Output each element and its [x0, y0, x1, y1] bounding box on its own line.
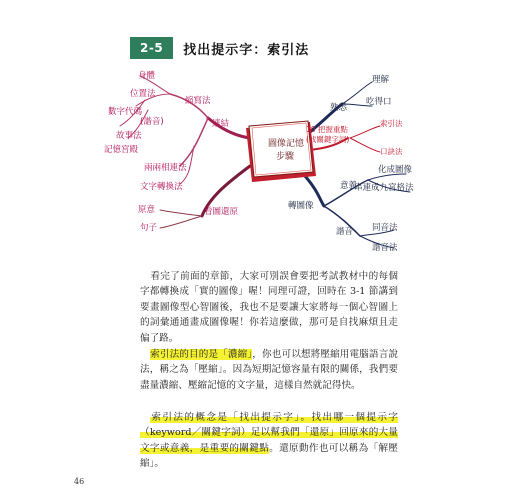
section-number-badge: 2-5 [130, 37, 173, 59]
map-label: 熟悉 [330, 103, 348, 113]
map-label: 化成圖像 [378, 165, 413, 175]
paragraph-2 [140, 347, 398, 393]
map-label: 看圖還原 [204, 207, 239, 217]
map-label: 故事法 [116, 131, 142, 141]
map-label: 同音法 [372, 223, 398, 233]
highlight-concept: 索引法的概念是「找出提示字」。找出哪一個提示字（keyword／關鍵字詞）足以幫我們「還原」回原來的大量文字或意義，是重要的關鍵點 [140, 412, 398, 454]
paragraph-1-text: 看完了前面的章節，大家可別誤會要把考試教材中的每個字都轉換成「實的圖像」喔！同理可證，回時在 3-1 節講到要畫圖像型心智圖後，我也不是要讓大家將每一個心智圖上的詞彙通通畫成圖像喔！你若這麼做，那可是自找麻煩且走偏了路。 [140, 271, 398, 344]
section-title: 找出提示字：索引法 [183, 42, 310, 58]
map-label: 轉圖像 [288, 201, 314, 211]
map-label: 索引法 [380, 119, 403, 128]
map-label: 數字代碼 [108, 107, 143, 117]
map-label: 意義 [340, 181, 358, 191]
map-label: 位置法 [130, 89, 156, 99]
map-label: 連結 [212, 119, 230, 129]
map-label: 文字轉換法 [140, 182, 183, 192]
map-label: 諧音法 [372, 243, 398, 253]
page-number: 46 [74, 477, 85, 486]
map-label: 縮寫法 [185, 96, 211, 106]
map-label: 串連成九宮格法 [354, 183, 414, 193]
map-label: 10 把握重點 [306, 125, 348, 134]
section-header [130, 37, 309, 59]
map-label: 兩兩相連法 [144, 163, 187, 173]
center-text-2: 步驟 [276, 152, 295, 162]
map-label: (找關鍵字詞) [306, 135, 350, 144]
map-label: (諧音) [140, 117, 164, 127]
map-label: 口訣法 [380, 147, 403, 156]
paragraph-2-text: ，你也可以想將壓縮用電腦語言說法，稱之為「壓縮」。因為短期記憶容量有限的關係，我們要盡量濃縮、壓縮記憶的文字量，這樣自然就記得快。 [140, 349, 399, 391]
paragraph-3-text: 。還原動作也可以稱為「解壓縮」。 [140, 442, 399, 470]
map-label: 句子 [140, 223, 158, 233]
center-text-1: 圖像記憶 [268, 139, 305, 149]
map-label: 諧音 [336, 227, 354, 237]
paragraph-1 [140, 269, 398, 346]
map-label: 吃得口 [366, 97, 392, 107]
map-label: 原意 [138, 205, 156, 215]
map-label: 記憶宮殿 [104, 145, 139, 155]
map-label: 理解 [372, 75, 390, 85]
mind-map-drawing [104, 66, 430, 253]
mind-map-illustration [104, 66, 430, 253]
highlight-purpose: 索引法的目的是「濃縮」 [150, 349, 253, 360]
paragraph-3 [140, 410, 398, 472]
map-label: 身體 [138, 71, 156, 81]
